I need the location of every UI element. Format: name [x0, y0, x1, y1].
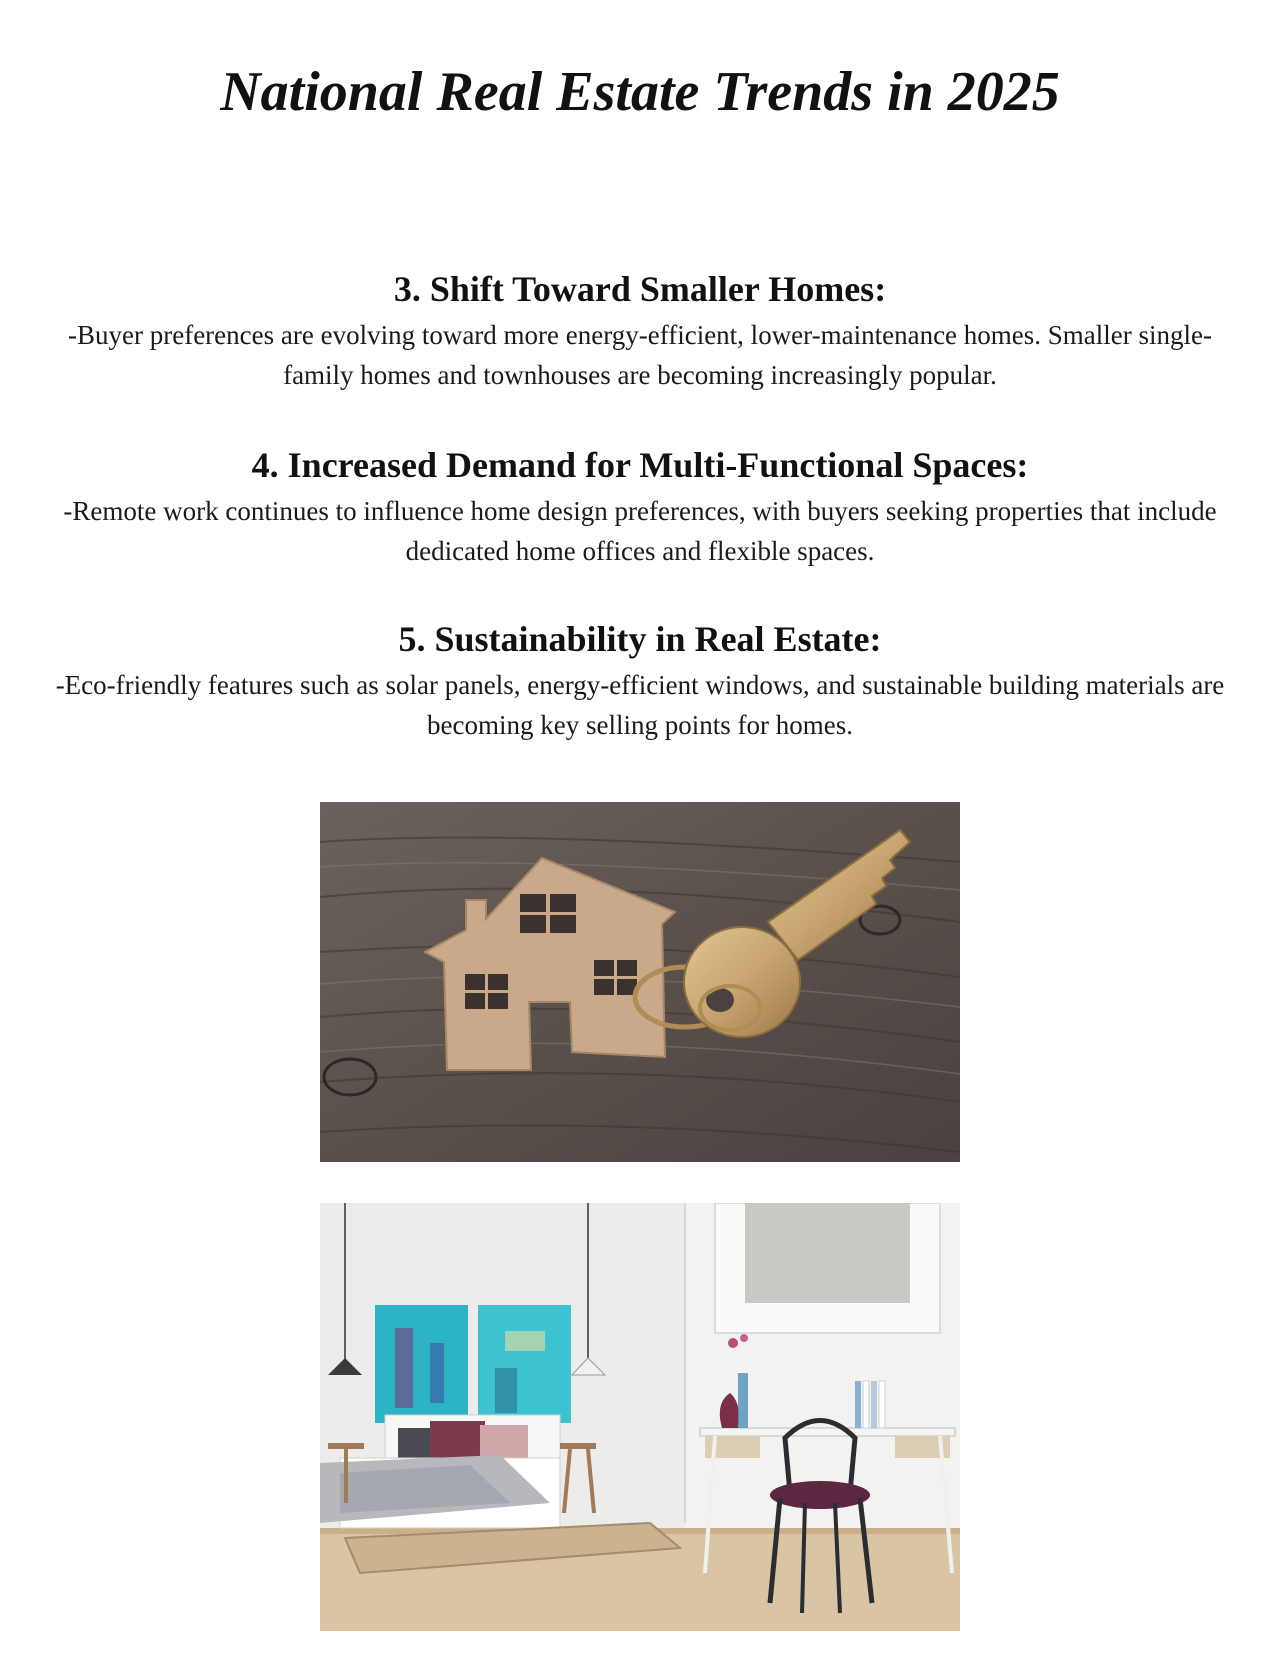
- page-title: National Real Estate Trends in 2025: [220, 61, 1060, 123]
- house-key-illustration: [320, 802, 960, 1162]
- section-heading: 3. Shift Toward Smaller Homes:: [393, 269, 887, 309]
- section-smaller-homes: [40, 268, 1240, 395]
- section-heading: 4. Increased Demand for Multi-Functional Spaces:: [251, 445, 1029, 485]
- house-key-photo: [320, 802, 960, 1162]
- section-sustainability: [40, 618, 1240, 745]
- bedroom-office-illustration: [320, 1203, 960, 1631]
- section-heading: 5. Sustainability in Real Estate:: [398, 619, 882, 659]
- section-body: -Buyer preferences are evolving toward more energy-efficient, lower-maintenance homes. Smaller single-family homes and townhouses are becoming increasingly popular.: [68, 320, 1212, 391]
- section-body: -Remote work continues to influence home design preferences, with buyers seeking properties that include dedicated home offices and flexible spaces.: [63, 496, 1217, 567]
- section-multi-functional-spaces: [40, 444, 1240, 571]
- bedroom-office-photo: [320, 1203, 960, 1631]
- section-body: -Eco-friendly features such as solar panels, energy-efficient windows, and sustainable building materials are becoming key selling points for homes.: [55, 670, 1225, 741]
